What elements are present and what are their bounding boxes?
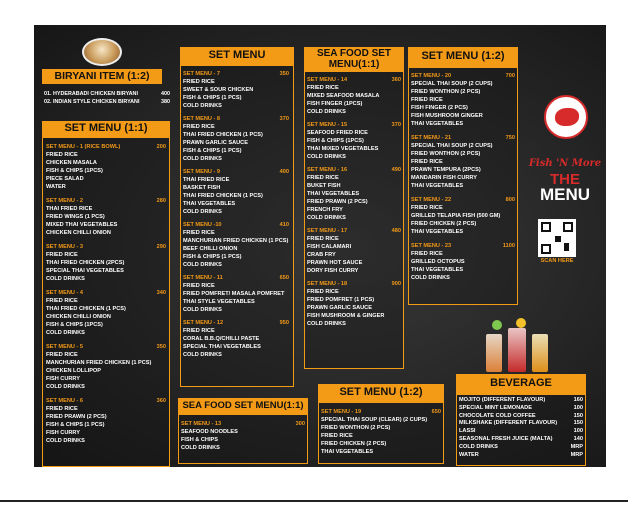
beverage-price: 100 — [573, 404, 583, 411]
menu-block-header — [411, 134, 515, 142]
beverage-row — [459, 413, 583, 421]
menu-item: CRAB FRY — [307, 252, 336, 258]
biryani-title: BIRYANI ITEM (1:2) — [42, 69, 162, 84]
menu-item: FRIED RICE — [183, 328, 215, 334]
menu-block-label: SET MENU - 15 — [307, 122, 348, 128]
menu-item: FRIED CHICKEN (2 PCS) — [321, 441, 387, 447]
menu-item: FRIED RICE — [411, 205, 443, 211]
menu-block-header — [46, 289, 166, 297]
beverage-name: SPECIAL MINT LEMONADE — [459, 404, 532, 411]
menu-block — [307, 280, 401, 328]
beverage-title: BEVERAGE — [456, 374, 586, 394]
menu-item: PRAWN TEMPURA (2PCS) — [411, 167, 481, 173]
brand-the: THE — [550, 171, 580, 188]
menu-block — [46, 197, 166, 237]
menu-block-label: SET MENU - 13 — [181, 421, 222, 427]
menu-item: FRIED POMFRET/ MASALA POMFRET — [183, 291, 285, 297]
menu-block-price: 480 — [391, 228, 401, 234]
menu-block-label: SET MENU - 6 — [46, 398, 83, 404]
set12-list — [321, 408, 441, 456]
menu-item: THAI FRIED CHICKEN (1 PCS) — [183, 132, 263, 138]
menu-block — [321, 408, 441, 456]
menu-item: COLD DRINKS — [307, 154, 346, 160]
menu-block-header — [321, 408, 441, 416]
menu-item: SPECIAL THAI SOUP (CLEAR) (2 CUPS) — [321, 417, 428, 423]
menu-item: FISH & CHIPS (1PCS) — [307, 138, 364, 144]
menu-item: THAI FRIED CHICKEN (1 PCS) — [46, 306, 126, 312]
menu-item: THAI FRIED CHICKEN (2PCS) — [46, 260, 125, 266]
beverage-price: 150 — [573, 412, 583, 419]
menu-item: THAI MIXED VEGETABLES — [307, 146, 379, 152]
menu-item: SPECIAL THAI SOUP (2 CUPS) — [411, 143, 493, 149]
seafood-top-title-line2: MENU(1:1) — [328, 58, 380, 70]
menu-block-price: 360 — [156, 398, 166, 404]
menu-block — [307, 227, 401, 275]
menu-block — [411, 134, 515, 190]
menu-item: DORY FISH CURRY — [307, 268, 359, 274]
menu-block — [183, 274, 289, 314]
menu-item: PRAWN HOT SAUCE — [307, 260, 363, 266]
menu-block — [183, 319, 289, 359]
menu-item: FRIED RICE — [411, 251, 443, 257]
beverage-row — [459, 397, 583, 405]
menu-block-header — [46, 397, 166, 405]
menu-item: SPECIAL THAI VEGETABLES — [183, 344, 261, 350]
menu-item: FRENCH FRY — [307, 207, 343, 213]
menu-item: COLD DRINKS — [183, 307, 222, 313]
menu-item: COLD DRINKS — [181, 445, 220, 451]
biryani-list — [44, 91, 170, 106]
beverage-list — [459, 397, 583, 459]
menu-block-label: SET MENU - 8 — [183, 116, 220, 122]
menu-block-header — [307, 166, 401, 174]
menu-item: BASKET FISH — [183, 185, 221, 191]
menu-item: THAI VEGETABLES — [183, 201, 236, 207]
menu-block-price: 200 — [156, 144, 166, 150]
menu-item: COLD DRINKS — [307, 215, 346, 221]
menu-item: COLD DRINKS — [183, 209, 222, 215]
menu-block-label: SET MENU - 3 — [46, 244, 83, 250]
menu-item: THAI VEGETABLES — [411, 229, 464, 235]
menu-item: COLD DRINKS — [307, 321, 346, 327]
menu-block — [183, 115, 289, 163]
menu-item: FISH CALAMARI — [307, 244, 352, 250]
menu-block-label: SET MENU - 23 — [411, 243, 452, 249]
menu-item: CHICKEN CHILLI ONION — [46, 230, 111, 236]
menu-item: COLD DRINKS — [46, 330, 85, 336]
col1-title: SET MENU (1:1) — [42, 121, 170, 137]
menu-block-price: 370 — [279, 116, 289, 122]
fish-icon — [555, 108, 579, 126]
beverage-row — [459, 436, 583, 444]
menu-item: FRIED WONTHON (2 PCS) — [411, 151, 481, 157]
menu-block-price: 650 — [279, 275, 289, 281]
menu-block-header — [411, 242, 515, 250]
menu-item: FRIED RICE — [46, 152, 78, 158]
menu-block-header — [183, 274, 289, 282]
menu-block-label: SET MENU - 2 — [46, 198, 83, 204]
menu-item: GRILLED OCTOPUS — [411, 259, 465, 265]
menu-item: FRIED RICE — [307, 85, 339, 91]
seafood-top-title-line1: SEA FOOD SET — [316, 48, 392, 59]
set12-title: SET MENU (1:2) — [318, 384, 444, 402]
menu-item: FRIED CHICKEN (2 PCS) — [411, 221, 477, 227]
menu-block-label: SET MENU - 5 — [46, 344, 83, 350]
menu-block-price: 1100 — [502, 243, 515, 249]
menu-block-label: SET MENU - 17 — [307, 228, 348, 234]
menu-block-label: SET MENU - 1 (RICE BOWL) — [46, 144, 121, 150]
menu-block — [46, 243, 166, 283]
menu-item: FRIED WINGS (1 PCS) — [46, 214, 105, 220]
menu-item: SWEET & SOUR CHICKEN — [183, 87, 254, 93]
col1-list — [46, 143, 166, 445]
menu-block — [183, 70, 289, 110]
menu-item: COLD DRINKS — [411, 275, 450, 281]
menu-block-label: SET MENU -10 — [183, 222, 222, 228]
menu-block-header — [183, 319, 289, 327]
menu-item: THAI VEGETABLES — [411, 121, 464, 127]
menu-block-label: SET MENU - 16 — [307, 167, 348, 173]
menu-block — [183, 221, 289, 269]
beverage-name: MILKSHAKE (DIFFERENT FLAVOUR) — [459, 420, 558, 427]
menu-item: FRIED RICE — [46, 252, 78, 258]
menu-block-header — [307, 280, 401, 288]
seafood-bottom-list — [181, 420, 305, 452]
beverage-row — [459, 428, 583, 436]
menu-item: COLD DRINKS — [183, 262, 222, 268]
menu-item: FRIED RICE — [46, 352, 78, 358]
menu-block-header — [183, 115, 289, 123]
menu-block-header — [46, 197, 166, 205]
beverage-name: WATER — [459, 451, 479, 458]
menu-item: FISH & CHIPS — [181, 437, 218, 443]
menu-item: GRILLED TELAPIA FISH (500 GM) — [411, 213, 501, 219]
menu-item: THAI FRIED CHICKEN (1 PCS) — [183, 193, 263, 199]
menu-block-price: 290 — [156, 244, 166, 250]
biryani-name: 01. HYDERABADI CHICKEN BIRYANI — [44, 91, 138, 97]
menu-block-label: SET MENU - 14 — [307, 77, 348, 83]
menu-block — [183, 168, 289, 216]
menu-block-label: SET MENU - 7 — [183, 71, 220, 77]
menu-block-label: SET MENU - 4 — [46, 290, 83, 296]
biryani-bowl-image — [82, 38, 122, 66]
menu-item: SEAFOOD NOODLES — [181, 429, 238, 435]
menu-block — [46, 397, 166, 445]
menu-item: FISH MUSHROOM GINGER — [411, 113, 483, 119]
menu-item: PRAWN GARLIC SAUCE — [307, 305, 372, 311]
menu-item: SPECIAL THAI VEGETABLES — [46, 268, 124, 274]
menu-block-label: SET MENU - 22 — [411, 197, 452, 203]
menu-item: CHICKEN MASALA — [46, 160, 97, 166]
seafood-top-list — [307, 76, 401, 328]
beverage-row — [459, 405, 583, 413]
menu-block — [46, 143, 166, 191]
menu-block — [46, 289, 166, 337]
menu-block — [307, 166, 401, 222]
menu-block-price: 360 — [391, 77, 401, 83]
menu-item: FRIED PRAWN (2 PCS) — [307, 199, 368, 205]
menu-item: FISH & CHIPS (1PCS) — [46, 168, 103, 174]
menu-item: MIXED SEAFOOD MASALA — [307, 93, 380, 99]
menu-block-label: SET MENU - 12 — [183, 320, 224, 326]
menu-item: FRIED PRAWN (2 PCS) — [46, 414, 107, 420]
menu-item: MIXED THAI VEGETABLES — [46, 222, 118, 228]
menu-item: MANDARIN FISH CURRY — [411, 175, 477, 181]
beverage-price: 140 — [573, 435, 583, 442]
menu-item: CORAL B.B.Q/CHILLI PASTE — [183, 336, 260, 342]
menu-item: FRIED RICE — [183, 79, 215, 85]
menu-item: FRIED RICE — [307, 175, 339, 181]
menu-item: THAI VEGETABLES — [321, 449, 374, 455]
menu-item: COLD DRINKS — [307, 109, 346, 115]
menu-block-price: 400 — [279, 169, 289, 175]
beverage-row — [459, 452, 583, 460]
drinks-image — [482, 318, 554, 374]
menu-block-header — [46, 243, 166, 251]
menu-item: FRIED RICE — [183, 124, 215, 130]
menu-item: FISH & CHIPS (1 PCS) — [46, 422, 105, 428]
menu-block-header — [183, 221, 289, 229]
menu-block — [411, 72, 515, 128]
menu-item: FISH FINGER (2 PCS) — [411, 105, 468, 111]
biryani-row — [44, 99, 170, 107]
menu-block-header — [307, 76, 401, 84]
menu-item: FRIED RICE — [321, 433, 353, 439]
menu-item: BEEF CHILLI ONION — [183, 246, 238, 252]
menu-item: MANCHURIAN FRIED CHICKEN (1 PCS) — [46, 360, 152, 366]
menu-block-price: 300 — [295, 421, 305, 427]
menu-item: PRAWN GARLIC SAUCE — [183, 140, 248, 146]
seafood-top-title — [304, 47, 404, 71]
menu-block-header — [183, 168, 289, 176]
menu-block-header — [46, 343, 166, 351]
menu-item: FISH CURRY — [46, 430, 80, 436]
menu-item: FISH FINGER (1PCS) — [307, 101, 363, 107]
menu-block-label: SET MENU - 9 — [183, 169, 220, 175]
menu-block-header — [307, 227, 401, 235]
brand-menu: MENU — [539, 185, 591, 204]
biryani-name: 02. INDIAN STYLE CHICKEN BIRYANI — [44, 98, 140, 105]
menu-item: THAI VEGETABLES — [411, 267, 464, 273]
menu-block — [46, 343, 166, 391]
beverage-row — [459, 420, 583, 428]
menu-item: COLD DRINKS — [46, 384, 85, 390]
menu-item: COLD DRINKS — [183, 352, 222, 358]
biryani-row — [44, 91, 170, 99]
menu-item: FISH CURRY — [46, 376, 80, 382]
menu-item: FISH MUSHROOM & GINGER — [307, 313, 385, 319]
menu-item: SEAFOOD FRIED RICE — [307, 130, 368, 136]
menu-block-label: SET MENU - 18 — [307, 281, 348, 287]
menu-item: THAI VEGETABLES — [411, 183, 464, 189]
menu-block-price: 950 — [279, 320, 289, 326]
menu-item: COLD DRINKS — [46, 438, 85, 444]
page-divider — [0, 500, 628, 502]
menu-item: PIECE SALAD — [46, 176, 84, 182]
menu-block — [181, 420, 305, 452]
menu-block — [411, 242, 515, 282]
menu-item: FRIED RICE — [307, 289, 339, 295]
menu-item: BUKET FISH — [307, 183, 341, 189]
menu-block-header — [183, 70, 289, 78]
menu-item: MANCHURIAN FRIED CHICKEN (1 PCS) — [183, 238, 289, 244]
beverage-name: COLD DRINKS — [459, 443, 498, 450]
menu-item: FRIED WONTHON (2 PCS) — [411, 89, 481, 95]
menu-block-price: 700 — [505, 73, 515, 79]
menu-item: FISH & CHIPS (1 PCS) — [183, 148, 242, 154]
menu-item: FRIED RICE — [183, 230, 215, 236]
qr-code[interactable] — [538, 219, 576, 257]
menu-block-label: SET MENU - 11 — [183, 275, 223, 281]
menu-item: SPECIAL THAI SOUP (2 CUPS) — [411, 81, 493, 87]
menu-item: FISH & CHIPS (1 PCS) — [183, 95, 242, 101]
menu-block-price: 800 — [505, 197, 515, 203]
beverage-price: 150 — [573, 420, 583, 427]
menu-block-price: 900 — [391, 281, 401, 287]
col2-title: SET MENU — [180, 47, 294, 65]
menu-item: FRIED RICE — [411, 159, 443, 165]
menu-block — [307, 121, 401, 161]
menu-item: FRIED WONTHON (2 PCS) — [321, 425, 391, 431]
menu-item: THAI STYLE VEGETABLES — [183, 299, 255, 305]
beverage-name: MOJITO (DIFFERENT FLAVOUR) — [459, 397, 546, 403]
menu-item: COLD DRINKS — [183, 156, 222, 162]
menu-block-header — [181, 420, 305, 428]
menu-block-label: SET MENU - 19 — [321, 409, 362, 415]
scan-here-label: SCAN HERE — [540, 258, 574, 264]
menu-item: COLD DRINKS — [46, 276, 85, 282]
col4-title: SET MENU (1:2) — [408, 47, 518, 67]
menu-item: THAI FRIED RICE — [46, 206, 93, 212]
beverage-price: MRP — [570, 443, 583, 450]
menu-item: FRIED RICE — [46, 406, 78, 412]
menu-item: CHICKEN CHILLI ONION — [46, 314, 111, 320]
menu-item: FISH & CHIPS (1PCS) — [46, 322, 103, 328]
menu-block-price: 350 — [279, 71, 289, 77]
menu-block-label: SET MENU - 20 — [411, 73, 452, 79]
menu-block-header — [307, 121, 401, 129]
menu-item: THAI VEGETABLES — [307, 191, 360, 197]
menu-item: FISH & CHIPS (1 PCS) — [183, 254, 242, 260]
menu-block-price: 490 — [391, 167, 401, 173]
menu-block-price: 750 — [505, 135, 515, 141]
menu-block — [307, 76, 401, 116]
menu-block-price: 410 — [279, 222, 289, 228]
menu-block-header — [46, 143, 166, 151]
beverage-price: 100 — [573, 428, 583, 435]
beverage-name: SEASONAL FRESH JUICE (MALTA) — [459, 435, 553, 442]
menu-item: WATER — [46, 184, 66, 190]
menu-block-price: 350 — [156, 344, 166, 350]
menu-item: CHICKEN LOLLIPOP — [46, 368, 102, 374]
seafood-bottom-title: SEA FOOD SET MENU(1:1) — [178, 398, 308, 414]
col2-list — [183, 70, 289, 359]
menu-item: THAI FRIED RICE — [183, 177, 230, 183]
biryani-price: 400 — [161, 91, 170, 97]
menu-block-header — [411, 72, 515, 80]
beverage-row — [459, 444, 583, 452]
biryani-price: 380 — [161, 98, 170, 105]
menu-block — [411, 196, 515, 236]
brand-logo-icon — [544, 95, 588, 139]
beverage-price: MRP — [570, 451, 583, 458]
menu-item: FRIED RICE — [46, 298, 78, 304]
beverage-price: 160 — [573, 397, 583, 403]
col4-list — [411, 72, 515, 282]
menu-item: FRIED RICE — [183, 283, 215, 289]
menu-block-header — [411, 196, 515, 204]
menu-block-price: 370 — [391, 122, 401, 128]
menu-item: FRIED RICE — [307, 236, 339, 242]
beverage-name: CHOCOLATE COLD COFFEE — [459, 412, 536, 419]
menu-block-label: SET MENU - 21 — [411, 135, 452, 141]
menu-block-price: 650 — [431, 409, 441, 415]
menu-item: FRIED RICE — [411, 97, 443, 103]
menu-item: COLD DRINKS — [183, 103, 222, 109]
menu-block-price: 340 — [156, 290, 166, 296]
menu-block-price: 280 — [156, 198, 166, 204]
beverage-name: LASSI — [459, 428, 476, 435]
brand-script-name: Fish 'N More — [528, 158, 602, 169]
menu-item: FRIED POMFRET (1 PCS) — [307, 297, 375, 303]
